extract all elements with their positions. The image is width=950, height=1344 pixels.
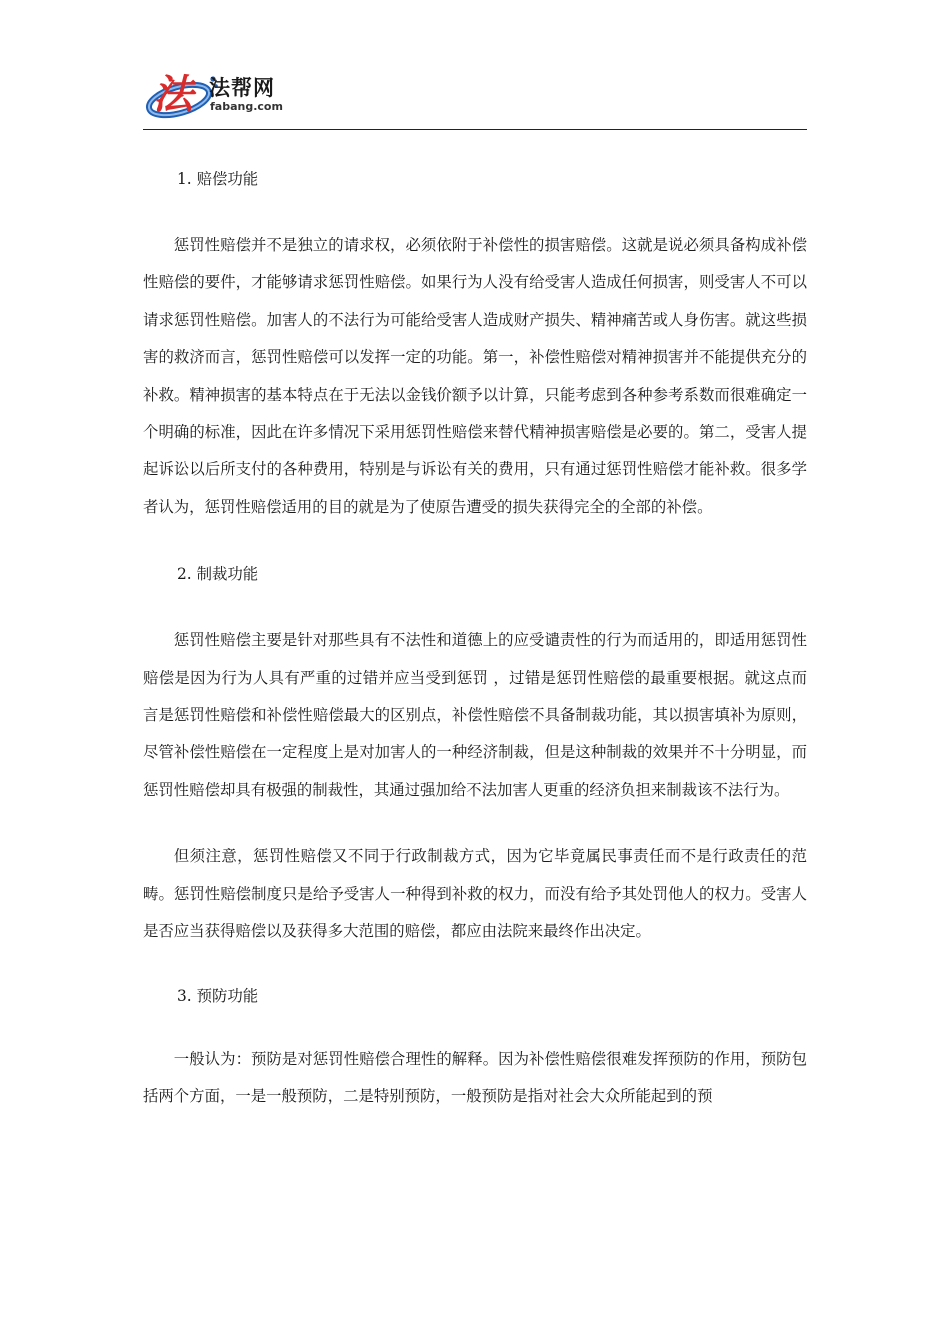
page-header bbox=[143, 62, 807, 130]
body-paragraph: 但须注意，惩罚性赔偿又不同于行政制裁方式，因为它毕竟属民事责任而不是行政责任的范畴。惩罚性赔偿制度只是给予受害人一种得到补救的权力，而没有给予其处罚他人的权力。受害人是否应当获得赔偿以及获得多大范围的赔偿，都应由法院来最终作出决定。 bbox=[143, 847, 807, 941]
body-paragraph: 一般认为：预防是对惩罚性赔偿合理性的解释。因为补偿性赔偿很难发挥预防的作用，预防包括两个方面，一是一般预防，二是特别预防，一般预防是指对社会大众所能起到的预 bbox=[143, 1049, 807, 1105]
body-paragraph: 惩罚性赔偿并不是独立的请求权，必须依附于补偿性的损害赔偿。这就是说必须具备构成补偿性赔偿的要件，才能够请求惩罚性赔偿。如果行为人没有给受害人造成任何损害，则受害人不可以请求惩罚性赔偿。加害人的不法行为可能给受害人造成财产损失、精神痛苦或人身伤害。就这些损害的救济而言，惩罚性赔偿可以发挥一定的功能。第一，补偿性赔偿对精神损害并不能提供充分的补救。精神损害的基本特点在于无法以金钱价额予以计算，只能考虑到各种参考系数而很难确定一个明确的标准，因此在许多情况下采用惩罚性赔偿来替代精神损害赔偿是必要的。第二，受害人提起诉讼以后所支付的各种费用，特别是与诉讼有关的费用，只有通过惩罚性赔偿才能补救。很多学者认为，惩罚性赔偿适用的目的就是为了使原告遭受的损失获得完全的全部的补偿。 bbox=[143, 236, 807, 516]
section-heading: 2. 制裁功能 bbox=[177, 565, 259, 584]
site-name: 法帮网 bbox=[209, 76, 275, 100]
svg-text:法: 法 bbox=[153, 71, 193, 118]
site-domain: fabang.com bbox=[210, 100, 283, 113]
section-heading: 1. 赔偿功能 bbox=[177, 170, 259, 188]
body-paragraph: 惩罚性赔偿主要是针对那些具有不法性和道德上的应受谴责性的行为而适用的，即适用惩罚性赔偿是因为行为人具有严重的过错并应当受到惩罚 ，过错是惩罚性赔偿的最重要根据。就这点而言是惩罚性赔偿和补偿性赔偿最大的区别点，补偿性赔偿不具备制裁功能，其以损害填补为原则，尽管补偿性赔偿在一定程度上是对加害人的一种经济制裁，但是这种制裁的效果并不十分明显，而惩罚性赔偿却具有极强的制裁性，其通过强加给不法加害人更重的经济负担来制裁该不法行为。 bbox=[143, 631, 807, 799]
document-body bbox=[143, 160, 807, 1115]
section-heading: 3. 预防功能 bbox=[177, 986, 259, 1005]
logo-text bbox=[209, 76, 283, 114]
header-divider bbox=[143, 129, 807, 130]
